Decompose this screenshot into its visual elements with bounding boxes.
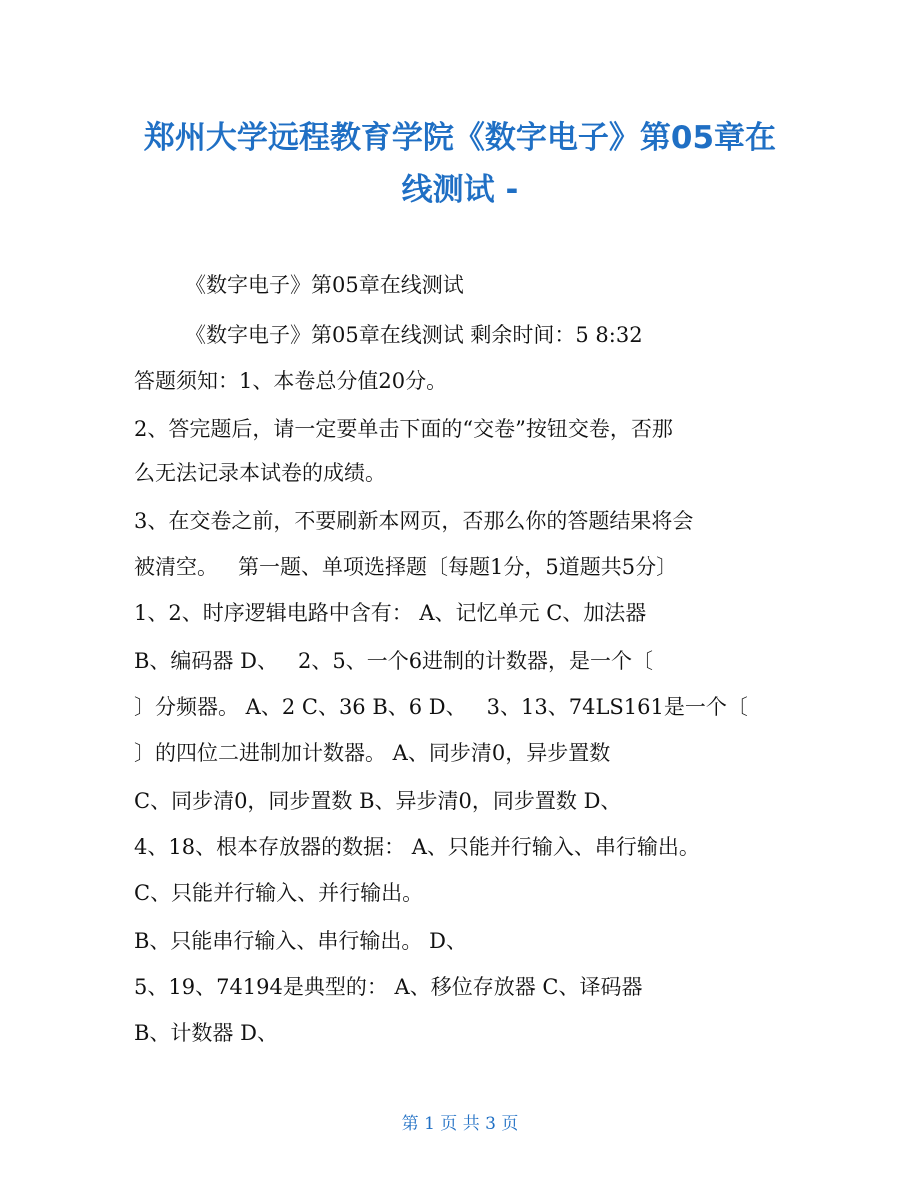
text-line: C、同步清0，同步置数 B、异步清0，同步置数 D、 [134,789,622,813]
text-line: 3、在交卷之前，不要刷新本网页，否那么你的答题结果将会 [134,509,694,533]
text-line: B、只能串行输入、串行输出。 D、 [134,929,467,953]
text-line: 《数字电子》第05章在线测试 剩余时间：5 8:32 [185,323,643,347]
text-line: 被清空。 第一题、单项选择题〔每题1分，5道题共5分〕 [134,555,678,579]
text-line: 5、19、74194是典型的： A、移位存放器 C、译码器 [134,975,643,999]
text-line: 〕分频器。 A、2 C、36 B、6 D、 3、13、74LS161是一个〔 [134,695,748,719]
text-line: 2、答完题后，请一定要单击下面的“交卷”按钮交卷，否那 [134,417,673,441]
text-line: 4、18、根本存放器的数据： A、只能并行输入、串行输出。 [134,835,700,859]
text-line: 1、2、时序逻辑电路中含有： A、记忆单元 C、加法器 [134,601,647,625]
document-title-line-1: 郑州大学远程教育学院《数字电子》第05章在 [143,120,777,156]
text-line: 答题须知：1、本卷总分值20分。 [134,369,448,393]
document-title-line-2: 线测试 - [401,172,519,208]
text-line: 〕的四位二进制加计数器。 A、同步清0，异步置数 [134,741,611,765]
text-line: 《数字电子》第05章在线测试 [185,273,464,297]
text-line: B、编码器 D、 2、5、一个6进制的计数器，是一个〔 [134,649,654,673]
text-line: C、只能并行输入、并行输出。 [134,881,424,905]
text-line: 么无法记录本试卷的成绩。 [134,461,386,485]
page-footer: 第 1 页 共 3 页 [401,1114,519,1134]
text-line: B、计数器 D、 [134,1021,278,1045]
